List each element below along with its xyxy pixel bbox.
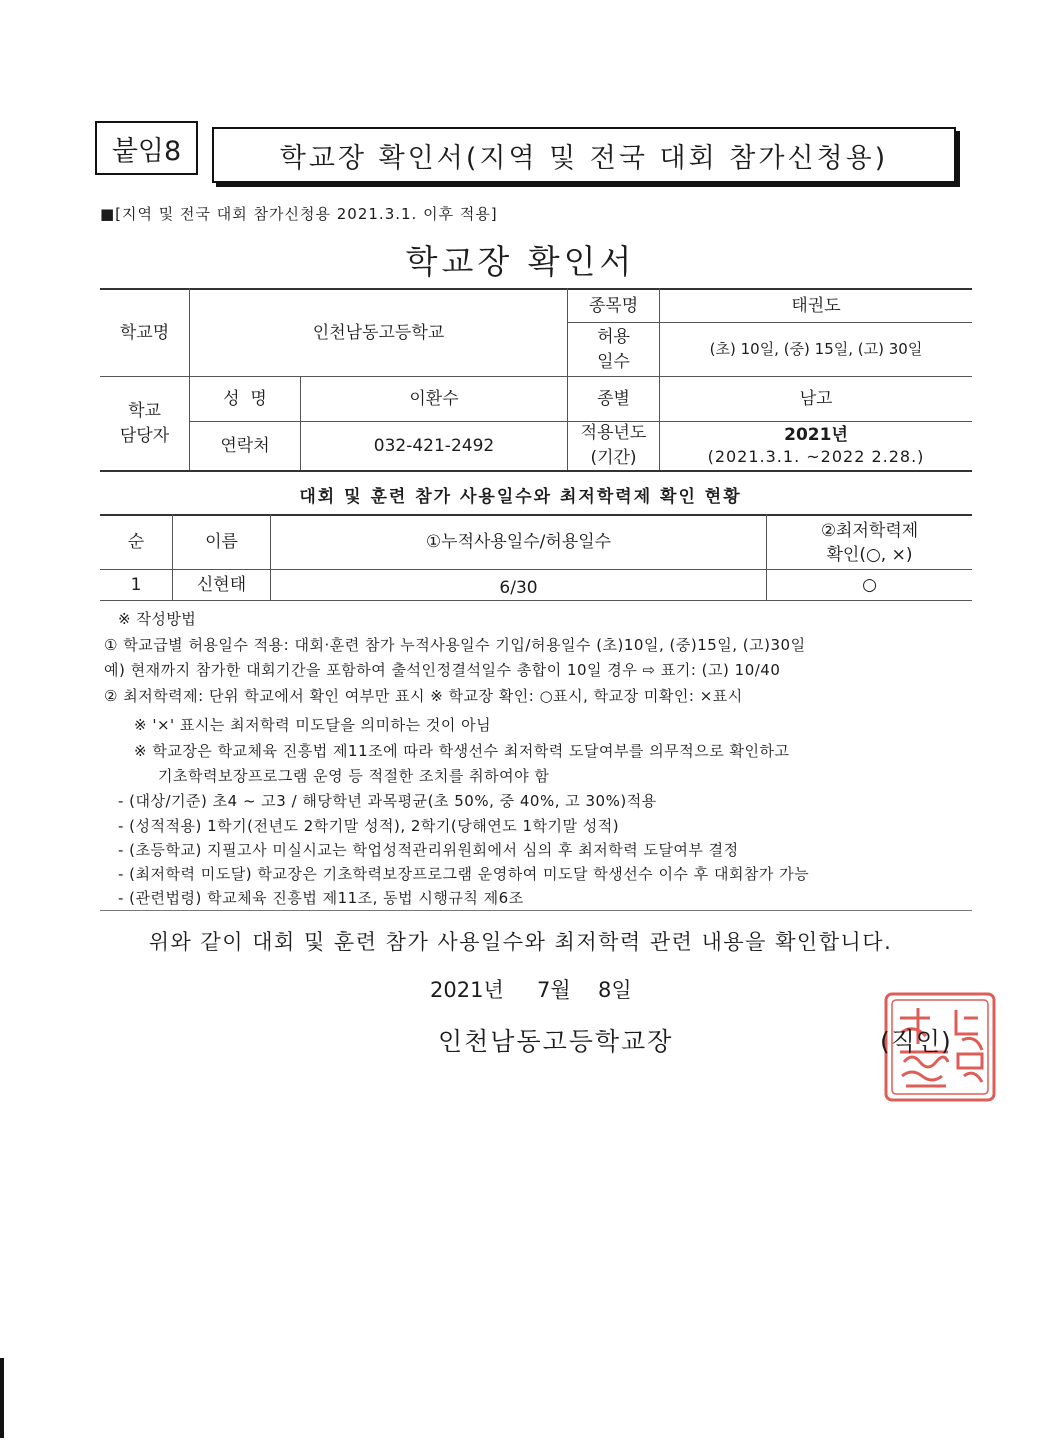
manager-label: 학교 담당자 [119,400,170,446]
application-note: ■[지역 및 전국 대회 참가신청용 2021.3.1. 이후 적용] [100,205,498,223]
row-name: 신현태 [196,574,247,595]
col-header-name: 이름 [205,532,238,552]
sport-label: 종목명 [588,295,639,316]
contact-label: 연락처 [220,435,270,456]
guide-line: ① 학교급별 허용일수 적용: 대회·훈련 참가 누적사용일수 기입/허용일수 (초)10일, (중)15일, (고)30일 [104,636,806,654]
confirmation-statement: 위와 같이 대회 및 훈련 참가 사용일수와 최저학력 관련 내용을 확인합니다. [148,930,893,954]
manager-name-value: 이환수 [409,388,459,409]
attachment-tag: 붙임8 [95,121,198,175]
row-check: ○ [862,574,877,595]
apply-year-cell [660,422,972,470]
guide-heading: ※ 작성방법 [118,610,197,628]
date-day: 8일 [598,978,632,1002]
section-title: 대회 및 훈련 참가 사용일수와 최저학력제 확인 현황 [299,487,742,507]
date-month: 7월 [537,978,571,1002]
apply-period-value: (2021.3.1. ~2022 2.28.) [707,447,925,466]
category-label: 종별 [597,388,630,409]
col-header-days: ①누적사용일수/허용일수 [425,532,612,552]
col-header-no: 순 [127,532,145,552]
guide-line: - (최저학력 미도달) 학교장은 기초학력보장프로그램 운영하여 미도달 학생선수 이수 후 대회참가 가능 [118,865,810,883]
apply-year-value: 2021년 [784,425,848,445]
guide-line: - (초등학교) 지필고사 미실시교는 학업성적관리위원회에서 심의 후 최저학력 도달여부 결정 [118,841,739,859]
school-name-label: 학교명 [119,322,170,343]
manager-name-label: 성 명 [223,388,267,409]
page-title: 학교장 확인서 [405,242,636,281]
allowed-days-label: 허용 일수 [597,326,630,372]
guide-line: ② 최저학력제: 단위 학교에서 확인 여부만 표시 ※ 학교장 확인: ○표시, 학교장 미확인: ×표시 [104,687,743,705]
guide-line: 기초학력보장프로그램 운영 등 적절한 조치를 취하여야 함 [158,767,550,785]
guide-line: 예) 현재까지 참가한 대회기간을 포함하여 출석인정결석일수 총합이 10일 경우 ⇨ 표기: (고) 10/40 [104,661,781,679]
guide-line: ※ '×' 표시는 최저학력 미도달을 의미하는 것이 아님 [134,716,492,734]
col-header-check: ②최저학력제 확인(○, ×) [820,520,919,565]
school-name-value: 인천남동고등학교 [312,322,445,343]
apply-year-label: 적용년도 (기간) [580,423,647,468]
allowed-days-value: (초) 10일, (중) 15일, (고) 30일 [709,340,923,358]
signer-name: 인천남동고등학교장 [438,1027,674,1056]
category-value: 남고 [799,388,833,409]
guide-line: - (관련법령) 학교체육 진흥법 제11조, 동법 시행규칙 제6조 [118,889,524,907]
row-days: 6/30 [499,577,538,598]
seal-label: (직인) [880,1027,952,1056]
guide-line: - (대상/기준) 초4 ~ 고3 / 해당학년 과목평균(초 50%, 중 40%, 고 30%)적용 [118,792,657,810]
guide-line: - (성적적용) 1학기(전년도 2학기말 성적), 2학기(당해연도 1학기말 성적) [118,817,620,835]
row-no: 1 [130,574,142,595]
sport-value: 태권도 [791,295,841,316]
scan-edge-mark [0,1358,4,1438]
contact-value: 032-421-2492 [373,435,495,456]
guide-line: ※ 학교장은 학교체육 진흥법 제11조에 따라 학생선수 최저학력 도달여부를 의무적으로 확인하고 [134,742,790,760]
document-heading: 학교장 확인서(지역 및 전국 대회 참가신청용) [212,127,956,183]
date-year: 2021년 [430,978,504,1002]
